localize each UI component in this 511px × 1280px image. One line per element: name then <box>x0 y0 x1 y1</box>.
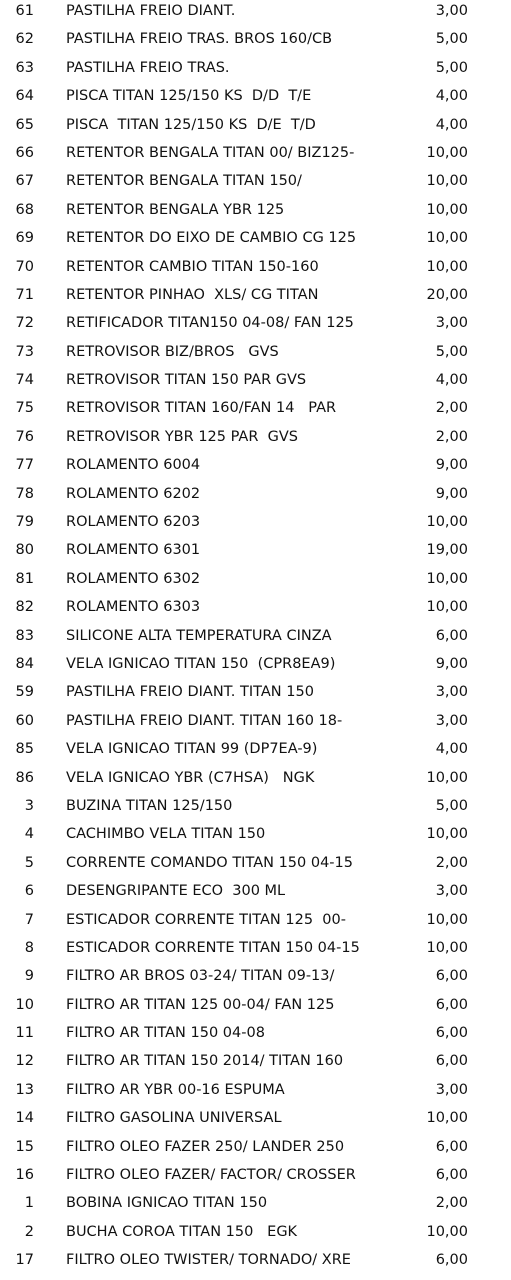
item-quantity: 4,00 <box>435 372 468 389</box>
item-description: SILICONE ALTA TEMPERATURA CINZA <box>66 627 332 644</box>
item-description: RETROVISOR BIZ/BROS GVS <box>66 343 279 360</box>
list-item <box>0 568 511 596</box>
item-description: RETENTOR BENGALA YBR 125 <box>66 201 285 218</box>
item-quantity: 10,00 <box>426 201 468 218</box>
item-description: VELA IGNICAO TITAN 99 (DP7EA-9) <box>66 741 318 758</box>
list-item <box>0 454 511 482</box>
list-item <box>0 28 511 56</box>
item-number: 17 <box>15 1252 34 1269</box>
list-item <box>0 1249 511 1277</box>
item-number: 78 <box>15 485 34 502</box>
item-quantity: 10,00 <box>426 599 468 616</box>
list-item <box>0 1022 511 1050</box>
item-number: 68 <box>15 201 34 218</box>
item-quantity: 9,00 <box>435 457 468 474</box>
item-description: RETENTOR BENGALA TITAN 00/ BIZ125- <box>66 144 355 161</box>
item-description: VELA IGNICAO YBR (C7HSA) NGK <box>66 769 315 786</box>
item-description: FILTRO AR BROS 03-24/ TITAN 09-13/ <box>66 968 335 985</box>
list-item <box>0 710 511 738</box>
list-item <box>0 397 511 425</box>
list-item <box>0 823 511 851</box>
item-description: PISCA TITAN 125/150 KS D/D T/E <box>66 88 312 105</box>
list-item <box>0 909 511 937</box>
list-item <box>0 1136 511 1164</box>
item-number: 83 <box>15 627 34 644</box>
item-description: RETROVISOR TITAN 150 PAR GVS <box>66 372 307 389</box>
item-quantity: 4,00 <box>435 741 468 758</box>
item-quantity: 3,00 <box>435 712 468 729</box>
item-number: 74 <box>15 372 34 389</box>
list-item <box>0 653 511 681</box>
list-item <box>0 227 511 255</box>
item-quantity: 10,00 <box>426 826 468 843</box>
item-description: DESENGRIPANTE ECO 300 ML <box>66 883 286 900</box>
item-number: 16 <box>15 1167 34 1184</box>
item-number: 66 <box>15 144 34 161</box>
item-number: 76 <box>15 428 34 445</box>
list-item <box>0 426 511 454</box>
item-number: 79 <box>15 514 34 531</box>
item-number: 6 <box>24 883 34 900</box>
item-description: FILTRO AR TITAN 150 04-08 <box>66 1025 265 1042</box>
list-item <box>0 1164 511 1192</box>
list-item <box>0 369 511 397</box>
item-quantity: 9,00 <box>435 655 468 672</box>
item-number: 14 <box>15 1110 34 1127</box>
item-description: FILTRO OLEO FAZER/ FACTOR/ CROSSER <box>66 1167 356 1184</box>
item-number: 5 <box>24 854 34 871</box>
item-description: RETENTOR PINHAO XLS/ CG TITAN <box>66 286 319 303</box>
list-item <box>0 795 511 823</box>
list-item <box>0 85 511 113</box>
item-quantity: 10,00 <box>426 769 468 786</box>
item-quantity: 10,00 <box>426 1110 468 1127</box>
item-quantity: 3,00 <box>435 684 468 701</box>
item-number: 61 <box>15 3 34 19</box>
item-quantity: 10,00 <box>426 230 468 247</box>
item-number: 12 <box>15 1053 34 1070</box>
list-item <box>0 1192 511 1220</box>
item-description: RETENTOR BENGALA TITAN 150/ <box>66 173 302 190</box>
item-number: 81 <box>15 570 34 587</box>
item-number: 80 <box>15 542 34 559</box>
item-number: 9 <box>24 968 34 985</box>
item-quantity: 10,00 <box>426 911 468 928</box>
item-number: 84 <box>15 655 34 672</box>
item-number: 13 <box>15 1081 34 1098</box>
list-item <box>0 312 511 340</box>
item-number: 69 <box>15 230 34 247</box>
item-description: BUCHA COROA TITAN 150 EGK <box>66 1223 298 1240</box>
list-item <box>0 852 511 880</box>
item-description: BOBINA IGNICAO TITAN 150 <box>66 1195 268 1212</box>
list-item <box>0 965 511 993</box>
list-item <box>0 880 511 908</box>
item-number: 60 <box>15 712 34 729</box>
item-quantity: 5,00 <box>435 31 468 48</box>
item-number: 85 <box>15 741 34 758</box>
item-quantity: 3,00 <box>435 3 468 19</box>
item-number: 10 <box>15 996 34 1013</box>
item-quantity: 3,00 <box>435 315 468 332</box>
list-item <box>0 539 511 567</box>
item-number: 65 <box>15 116 34 133</box>
item-quantity: 6,00 <box>435 996 468 1013</box>
list-item <box>0 596 511 624</box>
item-number: 7 <box>24 911 34 928</box>
item-number: 15 <box>15 1138 34 1155</box>
item-description: CORRENTE COMANDO TITAN 150 04-15 <box>66 854 353 871</box>
item-description: RETROVISOR TITAN 160/FAN 14 PAR <box>66 400 337 417</box>
item-description: PASTILHA FREIO DIANT. TITAN 150 <box>66 684 314 701</box>
item-number: 71 <box>15 286 34 303</box>
item-quantity: 19,00 <box>426 542 468 559</box>
item-number: 86 <box>15 769 34 786</box>
list-item <box>0 341 511 369</box>
item-number: 82 <box>15 599 34 616</box>
item-number: 62 <box>15 31 34 48</box>
item-quantity: 2,00 <box>435 854 468 871</box>
item-description: PASTILHA FREIO TRAS. BROS 160/CB <box>66 31 333 48</box>
item-number: 1 <box>24 1195 34 1212</box>
list-item <box>0 511 511 539</box>
item-description: RETENTOR DO EIXO DE CAMBIO CG 125 <box>66 230 357 247</box>
item-quantity: 9,00 <box>435 485 468 502</box>
item-number: 8 <box>24 939 34 956</box>
list-item <box>0 1221 511 1249</box>
list-item <box>0 0 511 28</box>
item-description: BUZINA TITAN 125/150 <box>66 797 233 814</box>
item-description: ESTICADOR CORRENTE TITAN 150 04-15 <box>66 939 360 956</box>
item-number: 4 <box>24 826 34 843</box>
list-item <box>0 681 511 709</box>
item-description: ROLAMENTO 6302 <box>66 570 201 587</box>
list-item <box>0 142 511 170</box>
item-quantity: 10,00 <box>426 514 468 531</box>
item-quantity: 20,00 <box>426 286 468 303</box>
item-description: PISCA TITAN 125/150 KS D/E T/D <box>66 116 316 133</box>
list-item <box>0 1050 511 1078</box>
item-description: ROLAMENTO 6004 <box>66 457 201 474</box>
item-quantity: 5,00 <box>435 59 468 76</box>
list-item <box>0 625 511 653</box>
item-quantity: 3,00 <box>435 883 468 900</box>
item-quantity: 6,00 <box>435 627 468 644</box>
item-number: 2 <box>24 1223 34 1240</box>
item-quantity: 4,00 <box>435 116 468 133</box>
item-description: RETROVISOR YBR 125 PAR GVS <box>66 428 298 445</box>
item-description: FILTRO GASOLINA UNIVERSAL <box>66 1110 282 1127</box>
item-description: ROLAMENTO 6203 <box>66 514 201 531</box>
item-number: 77 <box>15 457 34 474</box>
list-item <box>0 114 511 142</box>
item-quantity: 4,00 <box>435 88 468 105</box>
list-item <box>0 284 511 312</box>
item-quantity: 2,00 <box>435 1195 468 1212</box>
item-description: VELA IGNICAO TITAN 150 (CPR8EA9) <box>66 655 336 672</box>
list-item <box>0 1079 511 1107</box>
item-quantity: 5,00 <box>435 343 468 360</box>
item-description: RETENTOR CAMBIO TITAN 150-160 <box>66 258 319 275</box>
item-quantity: 6,00 <box>435 968 468 985</box>
item-description: PASTILHA FREIO TRAS. <box>66 59 230 76</box>
item-number: 11 <box>15 1025 34 1042</box>
item-description: PASTILHA FREIO DIANT. TITAN 160 18- <box>66 712 343 729</box>
item-number: 70 <box>15 258 34 275</box>
item-description: FILTRO OLEO FAZER 250/ LANDER 250 <box>66 1138 345 1155</box>
item-description: ESTICADOR CORRENTE TITAN 125 00- <box>66 911 346 928</box>
item-description: CACHIMBO VELA TITAN 150 <box>66 826 266 843</box>
item-description: FILTRO AR TITAN 125 00-04/ FAN 125 <box>66 996 335 1013</box>
item-number: 75 <box>15 400 34 417</box>
list-item <box>0 170 511 198</box>
item-quantity: 6,00 <box>435 1167 468 1184</box>
item-number: 59 <box>15 684 34 701</box>
item-quantity: 6,00 <box>435 1053 468 1070</box>
list-item <box>0 1107 511 1135</box>
item-quantity: 3,00 <box>435 1081 468 1098</box>
item-quantity: 10,00 <box>426 173 468 190</box>
item-description: ROLAMENTO 6202 <box>66 485 201 502</box>
list-item <box>0 483 511 511</box>
item-description: FILTRO AR YBR 00-16 ESPUMA <box>66 1081 285 1098</box>
item-quantity: 6,00 <box>435 1025 468 1042</box>
list-item <box>0 994 511 1022</box>
item-quantity: 5,00 <box>435 797 468 814</box>
item-quantity: 10,00 <box>426 939 468 956</box>
item-quantity: 10,00 <box>426 144 468 161</box>
list-item <box>0 57 511 85</box>
item-quantity: 10,00 <box>426 1223 468 1240</box>
list-item <box>0 767 511 795</box>
item-number: 73 <box>15 343 34 360</box>
item-description: FILTRO OLEO TWISTER/ TORNADO/ XRE <box>66 1252 351 1269</box>
item-quantity: 6,00 <box>435 1138 468 1155</box>
list-item <box>0 256 511 284</box>
item-quantity: 6,00 <box>435 1252 468 1269</box>
item-number: 67 <box>15 173 34 190</box>
item-quantity: 2,00 <box>435 428 468 445</box>
item-number: 63 <box>15 59 34 76</box>
list-item <box>0 937 511 965</box>
list-item <box>0 738 511 766</box>
list-item <box>0 199 511 227</box>
item-description: ROLAMENTO 6303 <box>66 599 201 616</box>
item-quantity: 10,00 <box>426 570 468 587</box>
item-number: 3 <box>24 797 34 814</box>
item-description: FILTRO AR TITAN 150 2014/ TITAN 160 <box>66 1053 344 1070</box>
item-number: 64 <box>15 88 34 105</box>
item-number: 72 <box>15 315 34 332</box>
item-description: RETIFICADOR TITAN150 04-08/ FAN 125 <box>66 315 354 332</box>
item-description: ROLAMENTO 6301 <box>66 542 201 559</box>
item-description: PASTILHA FREIO DIANT. <box>66 3 236 19</box>
item-quantity: 2,00 <box>435 400 468 417</box>
item-quantity: 10,00 <box>426 258 468 275</box>
